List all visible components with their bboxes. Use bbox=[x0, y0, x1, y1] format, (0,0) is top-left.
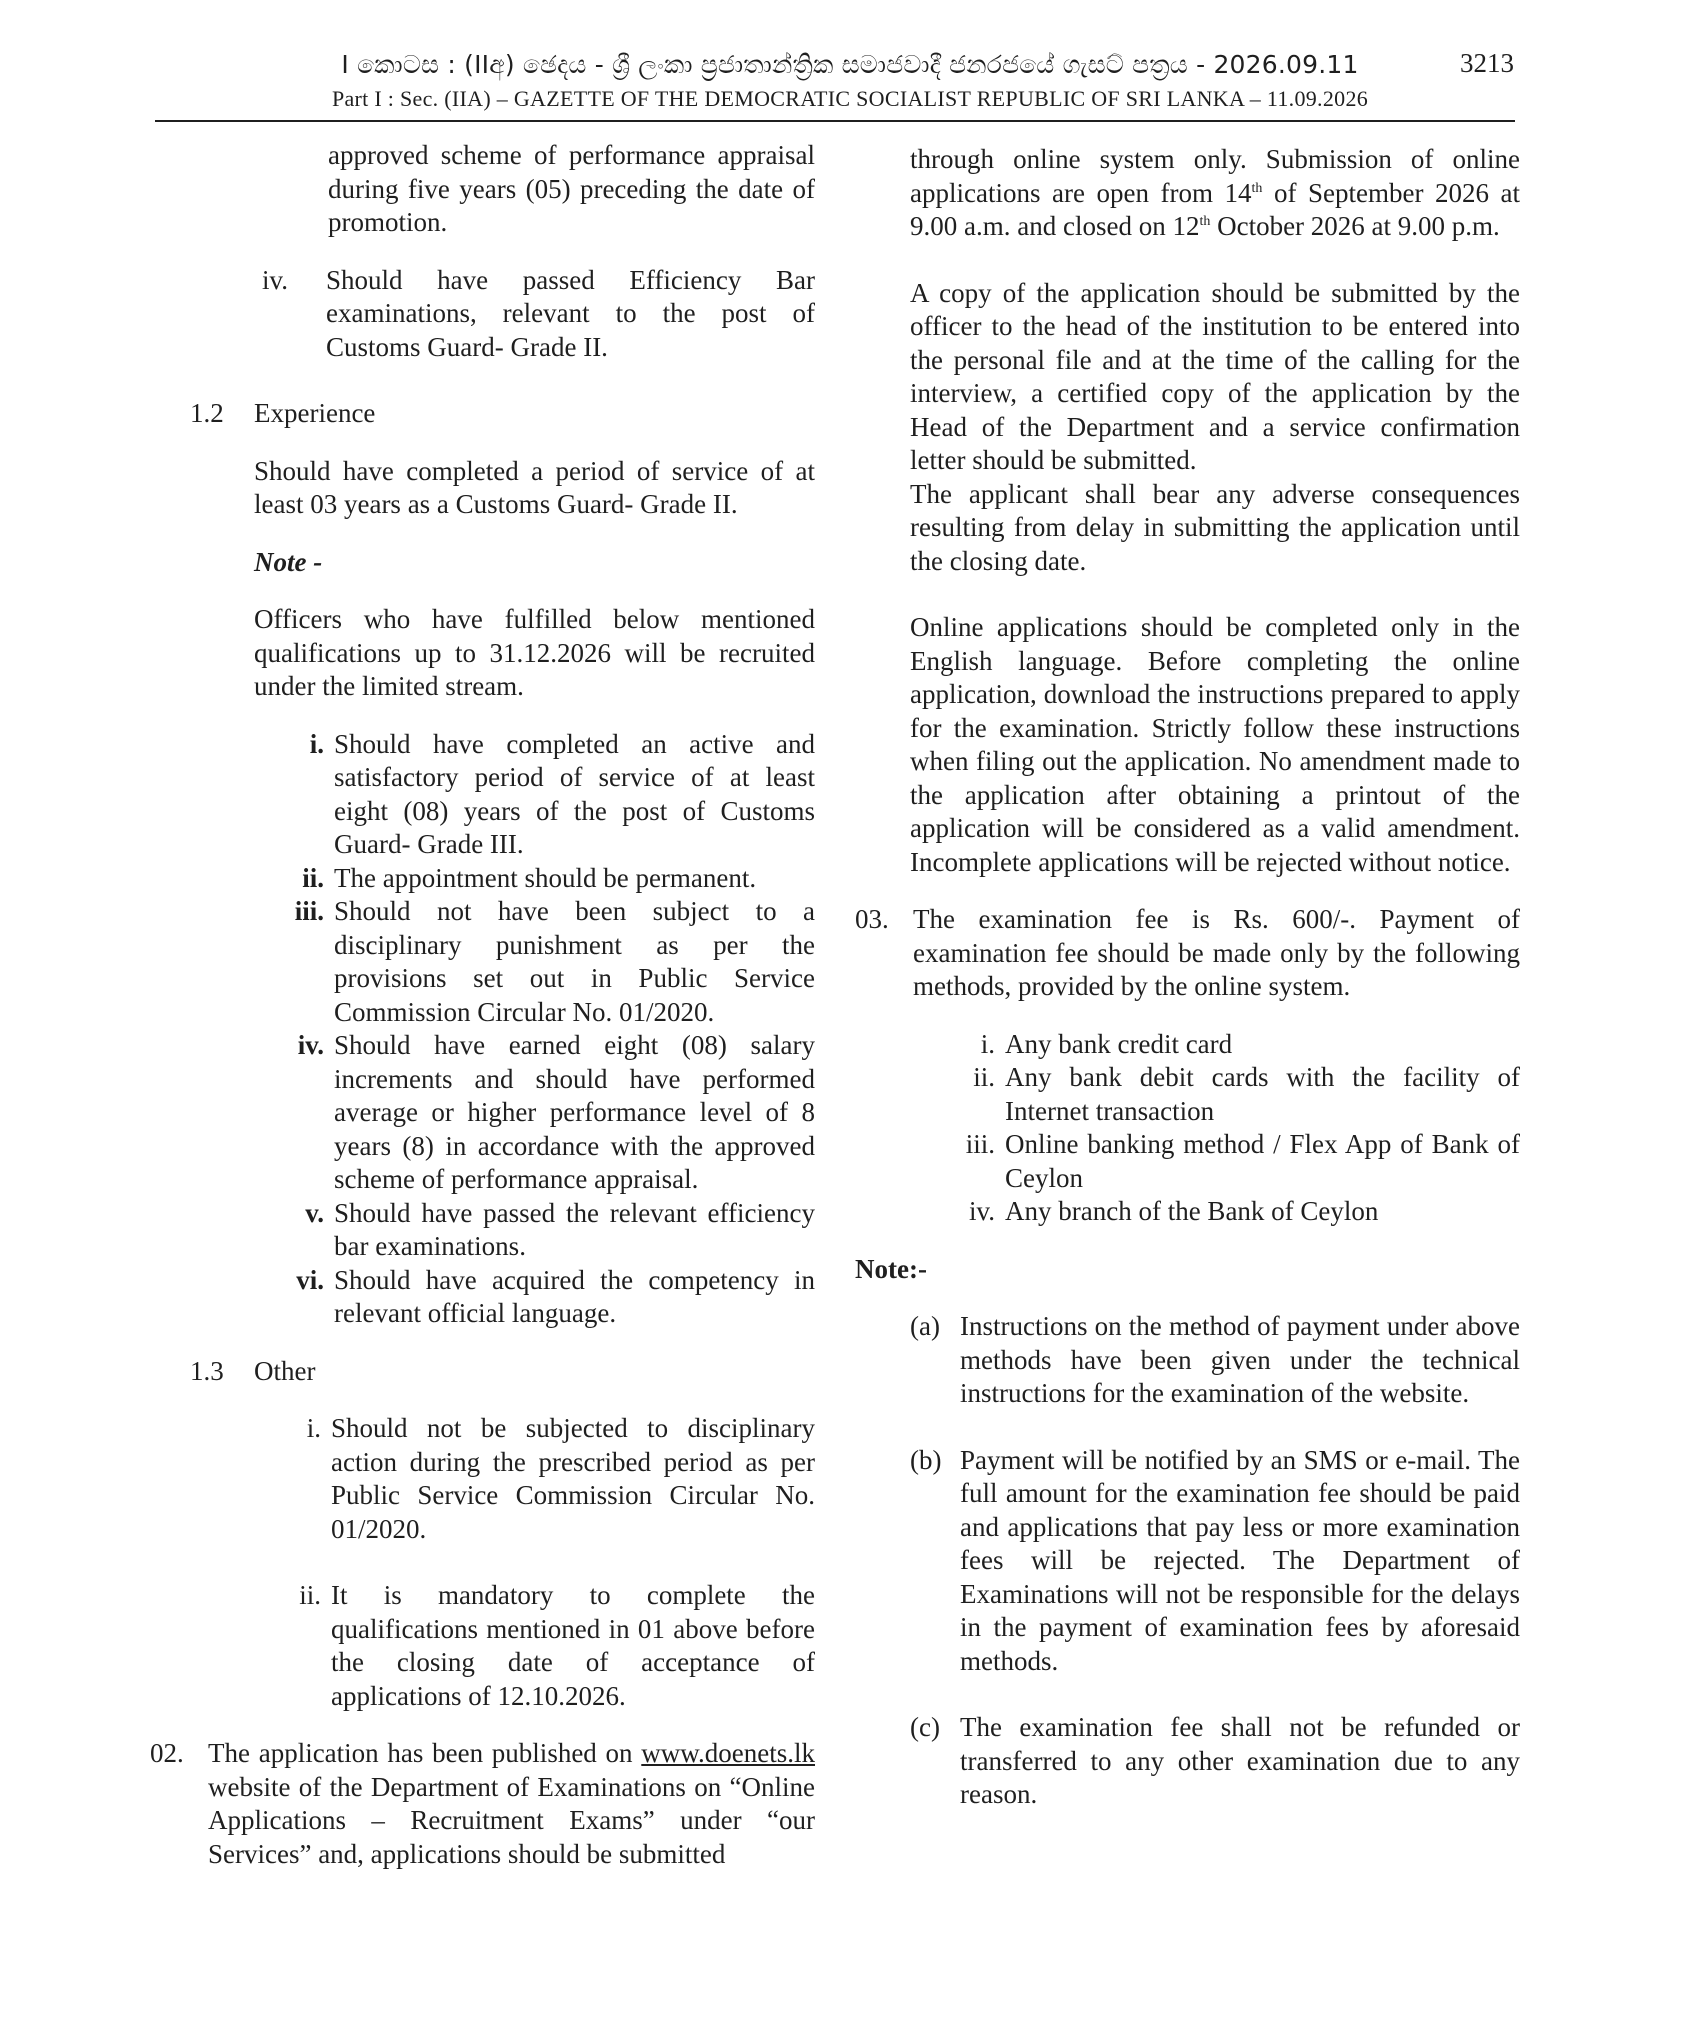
list-item bbox=[910, 1711, 1520, 1812]
list-item bbox=[913, 1128, 1520, 1195]
list-item bbox=[254, 728, 815, 862]
item-number: iv. bbox=[297, 1030, 324, 1060]
item-number: (a) bbox=[910, 1311, 940, 1341]
section-title: Experience bbox=[254, 398, 376, 428]
section-title: Other bbox=[254, 1355, 316, 1386]
note-heading: Note:- bbox=[855, 1253, 927, 1284]
section-number: 03. bbox=[855, 904, 889, 934]
list-item bbox=[254, 1264, 815, 1331]
list-item bbox=[913, 1028, 1520, 1062]
continued-text: approved scheme of performance appraisal during five years (05) preceding the date of promotion. bbox=[328, 140, 815, 237]
item-text: Instructions on the method of payment under above methods have been given under the technical instructions for the examination of the website. bbox=[960, 1311, 1520, 1408]
list-item bbox=[262, 264, 815, 365]
item-text: Should not be subjected to disciplinary action during the prescribed period as per Public Service Commission Circular No. 01/2020. bbox=[331, 1413, 815, 1544]
experience-text: Should have completed a period of service of at least 03 years as a Customs Guard- Grade II. bbox=[254, 455, 815, 519]
section-text bbox=[208, 1737, 815, 1871]
bear-text: The applicant shall bear any adverse consequences resulting from delay in submitting the application until the closing date. bbox=[910, 478, 1520, 576]
notes-list bbox=[910, 1310, 1520, 1812]
limited-stream-list bbox=[254, 728, 815, 1331]
item-number: (b) bbox=[910, 1444, 942, 1475]
item-text: Any branch of the Bank of Ceylon bbox=[1005, 1196, 1379, 1226]
section-number: 1.3 bbox=[190, 1355, 224, 1386]
item-number: iii. bbox=[965, 1129, 995, 1159]
text-after-link: website of the Department of Examinations on “Online Applications – Recruitment Exams” under “our Services” and, applications should be submitted bbox=[208, 1771, 815, 1869]
text-before-link: The application has been published on bbox=[208, 1738, 633, 1768]
list-item bbox=[910, 1444, 1520, 1679]
item-number: i. bbox=[306, 1413, 321, 1443]
item-text: Payment will be notified by an SMS or e-mail. The full amount for the examination fee should be paid and applications that pay less or more examination fees will be rejected. The Department of Examinations will not be responsible for the delays in the payment of examination fees by aforesaid methods. bbox=[960, 1444, 1520, 1676]
section-heading-1-2 bbox=[150, 397, 815, 431]
item-text: Should have completed an active and satisfactory period of service of at least eight (08) years of the post of Customs Guard- Grade III. bbox=[334, 728, 815, 859]
list-item bbox=[254, 1029, 815, 1197]
item-number: ii. bbox=[302, 862, 324, 893]
header-english-line: Part I : Sec. (IIA) – GAZETTE OF THE DEMOCRATIC SOCIALIST REPUBLIC OF SRI LANKA – 11.09.2026 bbox=[331, 86, 1369, 111]
item-text: Any bank debit cards with the facility of Internet transaction bbox=[1005, 1062, 1520, 1126]
list-item bbox=[254, 862, 815, 896]
item-number: iii. bbox=[294, 896, 324, 926]
section-03 bbox=[855, 903, 1520, 1004]
item-text: Should not have been subject to a disciplinary punishment as per the provisions set out in Public Service Commission Circular No. 01/2020. bbox=[334, 896, 815, 1027]
left-column bbox=[150, 139, 815, 1871]
section-number: 1.2 bbox=[190, 398, 224, 428]
right-column bbox=[855, 143, 1520, 1812]
online-text: Online applications should be completed only in the English language. Before completing the online application, download the instructions prepared to apply for the examination. Strictly follow these instructions when filing out the application. No amendment made to the application after obtaining a printout of the application will be considered as a valid amendment. Incomplete applications will be rejected without notice. bbox=[910, 612, 1520, 877]
item-text: Any bank credit card bbox=[1005, 1028, 1233, 1059]
item-number: ii. bbox=[299, 1580, 321, 1610]
other-list bbox=[254, 1412, 815, 1713]
note-text: Officers who have fulfilled below mentioned qualifications up to 31.12.2026 will be recruited under the limited stream. bbox=[254, 604, 815, 701]
cont-part-a: through online system only. Submission of online applications are open from 14 bbox=[910, 144, 1520, 208]
list-item bbox=[910, 1310, 1520, 1411]
item-number: v. bbox=[305, 1197, 324, 1228]
item-text: Should have earned eight (08) salary increments and should have performed average or higher performance level of 8 years (8) in accordance with the approved scheme of performance appraisal. bbox=[334, 1030, 815, 1194]
note-heading: Note - bbox=[254, 546, 323, 577]
item-number: iv. bbox=[969, 1196, 995, 1226]
item-number: (c) bbox=[910, 1712, 940, 1742]
item-number: vi. bbox=[296, 1264, 324, 1295]
ordinal-suffix: th bbox=[1251, 180, 1263, 196]
item-number: i. bbox=[309, 728, 324, 759]
ordinal-suffix: th bbox=[1199, 214, 1211, 229]
section-number: 02. bbox=[150, 1738, 184, 1768]
header-sinhala-line: I කොටස : (IIඅ) ඡෙදය - ශ්‍රී ලංකා ප්‍රජාතාන්ත්‍රික සමාජවාදී ජනරජයේ ගැසට් පත්‍රය - 2026.09.11 bbox=[341, 50, 1359, 79]
continued-text bbox=[910, 143, 1520, 244]
copy-text: A copy of the application should be submitted by the officer to the head of the institution to be entered into the personal file and at the time of the calling for the interview, a certified copy of the application by the Head of the Department and a service confirmation letter should be submitted. bbox=[910, 277, 1520, 475]
list-item bbox=[254, 1412, 815, 1546]
item-text: Should have acquired the competency in relevant official language. bbox=[334, 1264, 815, 1328]
item-text: The appointment should be permanent. bbox=[334, 862, 757, 893]
item-number: i. bbox=[980, 1028, 995, 1059]
list-item bbox=[913, 1061, 1520, 1128]
item-number: iv. bbox=[262, 264, 288, 295]
website-link[interactable]: www.doenets.lk bbox=[641, 1738, 816, 1768]
section-02 bbox=[150, 1737, 815, 1871]
payment-methods-list bbox=[913, 1028, 1520, 1229]
item-text: Should have passed Efficiency Bar examinations, relevant to the post of Customs Guard- Grade II. bbox=[326, 264, 815, 362]
header-rule bbox=[155, 120, 1515, 122]
list-item bbox=[913, 1195, 1520, 1229]
list-item bbox=[254, 895, 815, 1029]
page-number: 3213 bbox=[1460, 48, 1514, 78]
cont-part-c: October 2026 at 9.00 p.m. bbox=[1217, 211, 1500, 241]
list-item bbox=[254, 1579, 815, 1713]
cont-part-b: of September 2026 at 9.00 a.m. and closed on 12 bbox=[910, 177, 1520, 241]
item-text: It is mandatory to complete the qualifications mentioned in 01 above before the closing date of acceptance of applications of 12.10.2026. bbox=[331, 1580, 815, 1711]
item-number: ii. bbox=[973, 1062, 995, 1092]
section-text: The examination fee is Rs. 600/-. Payment of examination fee should be made only by the following methods, provided by the online system. bbox=[913, 904, 1520, 1001]
list-item bbox=[254, 1197, 815, 1264]
item-text: Online banking method / Flex App of Bank of Ceylon bbox=[1005, 1129, 1520, 1193]
section-heading-1-3 bbox=[150, 1355, 815, 1389]
item-text: Should have passed the relevant efficiency bar examinations. bbox=[334, 1197, 815, 1261]
item-text: The examination fee shall not be refunded or transferred to any other examination due to any reason. bbox=[960, 1712, 1520, 1809]
